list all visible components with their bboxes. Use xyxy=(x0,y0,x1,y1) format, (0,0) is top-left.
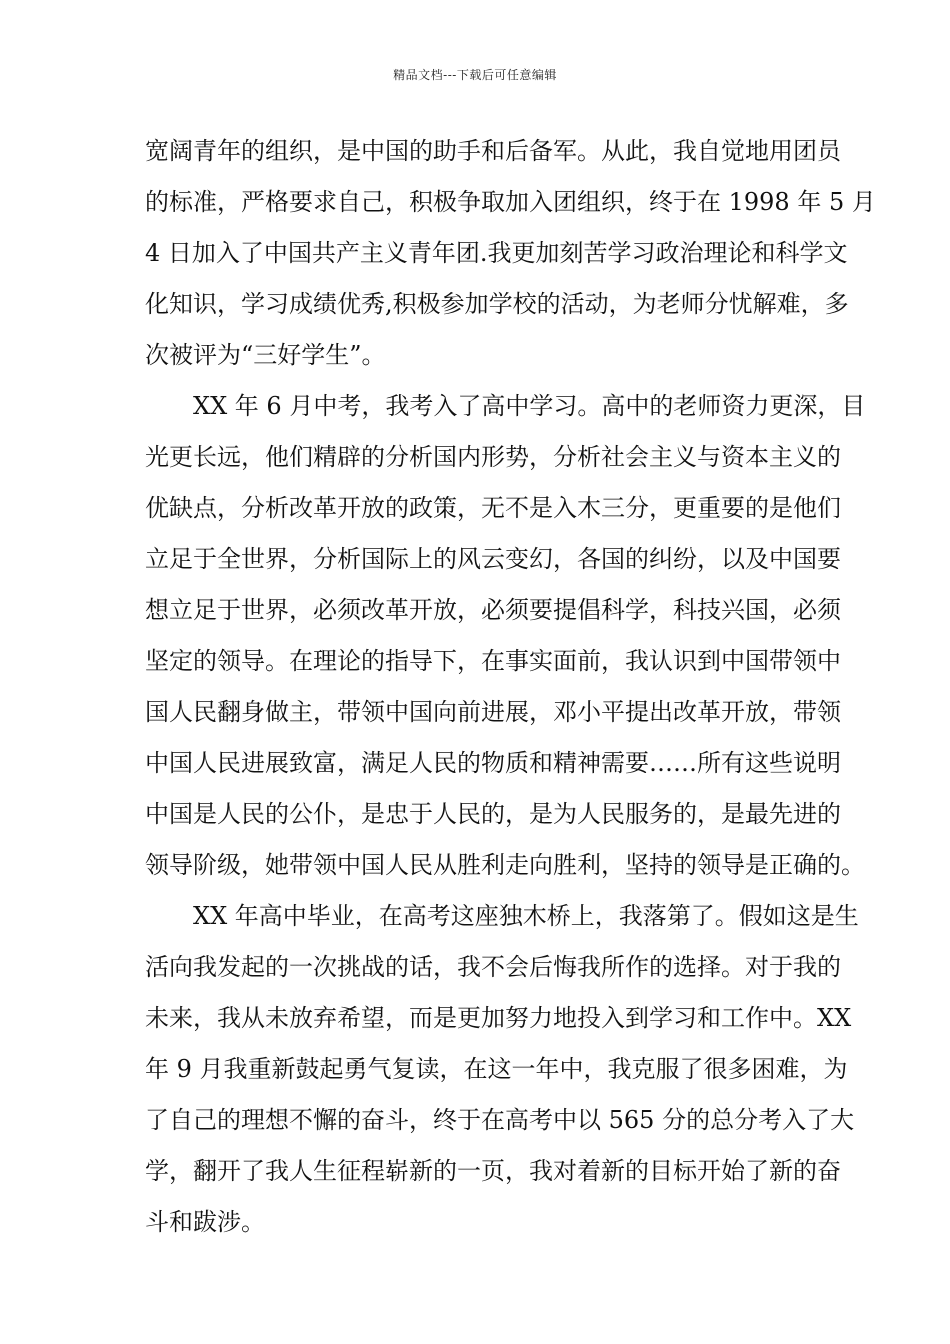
text-line: 次被评为“三好学生”。 xyxy=(145,341,386,369)
text-line: 优缺点，分析改革开放的政策，无不是入木三分，更重要的是他们 xyxy=(145,494,841,522)
text-line: XX 年 6 月中考，我考入了高中学习。高中的老师资力更深，目 xyxy=(193,392,866,420)
page-header: 精品文档---下载后可任意编辑 xyxy=(393,68,557,82)
text-line: 的标准，严格要求自己，积极争取加入团组织，终于在 1998 年 5 月 xyxy=(145,188,876,216)
text-line: 斗和跋涉。 xyxy=(145,1208,265,1236)
text-line: 学，翻开了我人生征程崭新的一页，我对着新的目标开始了新的奋 xyxy=(145,1157,841,1185)
text-line: 活向我发起的一次挑战的话，我不会后悔我所作的选择。对于我的 xyxy=(145,953,841,981)
text-line: 领导阶级，她带领中国人民从胜利走向胜利，坚持的领导是正确的。 xyxy=(145,851,865,879)
document-body xyxy=(145,126,876,1248)
text-line: 中国是人民的公仆，是忠于人民的，是为人民服务的，是最先进的 xyxy=(145,800,841,828)
paragraph-3 xyxy=(145,891,859,1248)
text-line: 坚定的领导。在理论的指导下，在事实面前，我认识到中国带领中 xyxy=(145,647,841,675)
text-line: 国人民翻身做主，带领中国向前进展，邓小平提出改革开放，带领 xyxy=(145,698,841,726)
text-line: 想立足于世界，必须改革开放，必须要提倡科学，科技兴国，必须 xyxy=(145,596,841,624)
text-line: 宽阔青年的组织，是中国的助手和后备军。从此，我自觉地用团员 xyxy=(145,137,841,165)
text-line: 4 日加入了中国共产主义青年团.我更加刻苦学习政治理论和科学文 xyxy=(145,239,848,267)
paragraph-2 xyxy=(145,381,866,891)
text-line: 未来，我从未放弃希望，而是更加努力地投入到学习和工作中。XX xyxy=(145,1004,852,1032)
text-line: 年 9 月我重新鼓起勇气复读，在这一年中，我克服了很多困难，为 xyxy=(145,1055,848,1083)
text-line: 中国人民进展致富，满足人民的物质和精神需要……所有这些说明 xyxy=(145,749,841,777)
text-line: 化知识，学习成绩优秀,积极参加学校的活动，为老师分忧解难，多 xyxy=(145,290,849,318)
text-line: XX 年高中毕业，在高考这座独木桥上，我落第了。假如这是生 xyxy=(193,902,859,930)
text-line: 了自己的理想不懈的奋斗，终于在高考中以 565 分的总分考入了大 xyxy=(145,1106,855,1134)
text-line: 立足于全世界，分析国际上的风云变幻，各国的纠纷，以及中国要 xyxy=(145,545,841,573)
text-line: 光更长远，他们精辟的分析国内形势，分析社会主义与资本主义的 xyxy=(145,443,841,471)
paragraph-1 xyxy=(145,126,876,381)
